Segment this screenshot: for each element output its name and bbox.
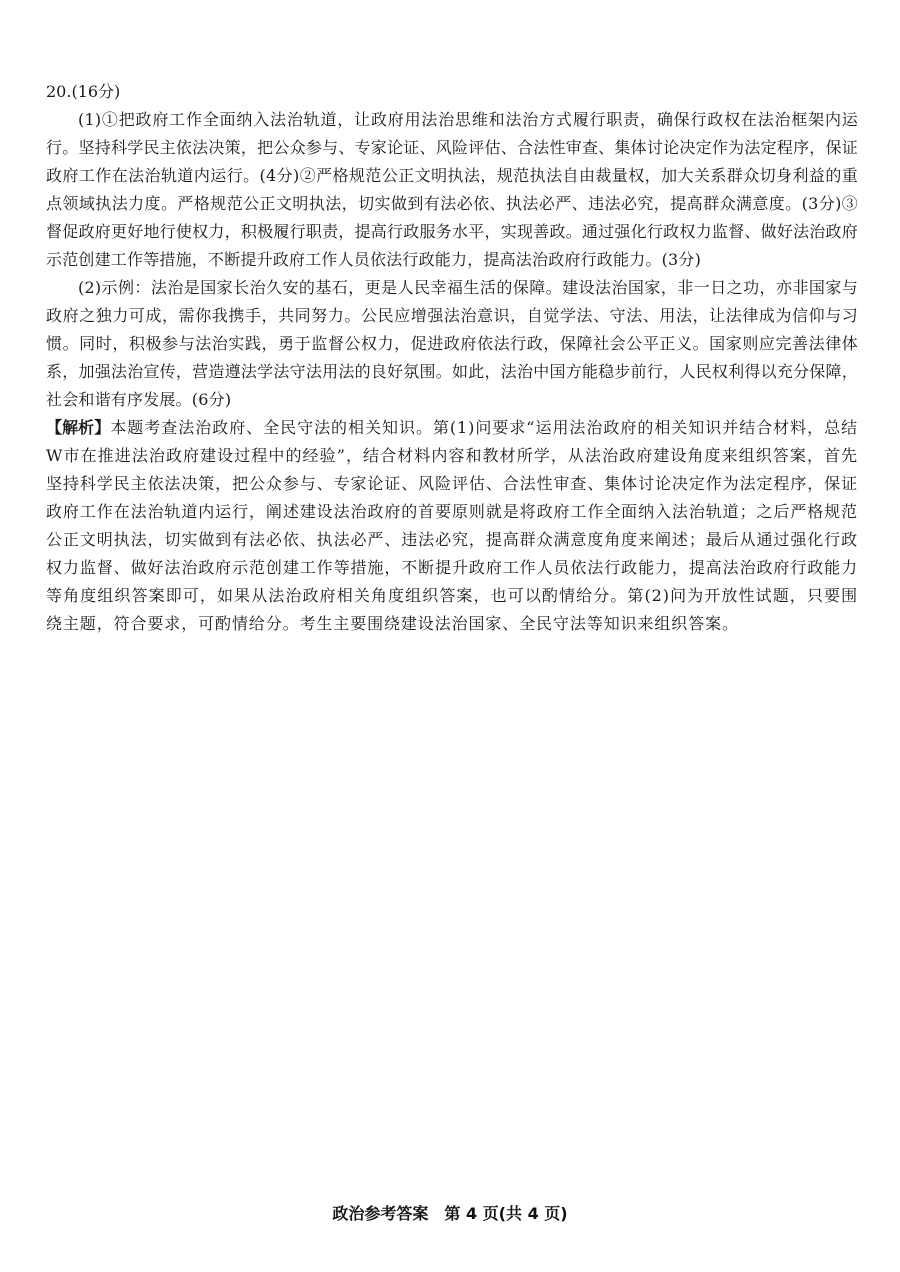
question-number: 20.(16分) <box>46 82 121 101</box>
answer-part-2: (2)示例：法治是国家长治久安的基石，更是人民幸福生活的保障。建设法治国家，非一日之功，亦非国家与政府之独力可成，需你我携手，共同努力。公民应增强法治意识，自觉学法、守法、用法，让法律成为信仰与习惯。同时，积极参与法治实践，勇于监督公权力，促进政府依法行政，保障社会公平正义。国家则应完善法律体系，加强法治宣传，营造遵法学法守法用法的良好氛围。如此，法治中国方能稳步前行，人民权利得以充分保障，社会和谐有序发展。(6分) <box>46 278 858 409</box>
analysis-tag: 【解析】 <box>46 418 111 437</box>
page-footer: 政治参考答案 第 4 页(共 4 页) <box>332 1204 568 1223</box>
analysis-text: 本题考查法治政府、全民守法的相关知识。第(1)问要求“运用法治政府的相关知识并结合材料，总结W市在推进法治政府建设过程中的经验”，结合材料内容和教材所学，从法治政府建设角度来组织答案，首先坚持科学民主依法决策，把公众参与、专家论证、风险评估、合法性审查、集体讨论决定作为法定程序，保证政府工作在法治轨道内运行，阐述建设法治政府的首要原则就是将政府工作全面纳入法治轨道；之后严格规范公正文明执法，切实做到有法必依、执法必严、违法必究，提高群众满意度角度来阐述；最后从通过强化行政权力监督、做好法治政府示范创建工作等措施，不断提升政府工作人员依法行政能力，提高法治政府行政能力等角度组织答案即可，如果从法治政府相关角度组织答案，也可以酌情给分。第(2)问为开放性试题，只要围绕主题，符合要求，可酌情给分。考生主要围绕建设法治国家、全民守法等知识来组织答案。 <box>46 418 858 633</box>
analysis-paragraph <box>46 414 858 638</box>
answer-content <box>46 78 858 638</box>
answer-part-1: (1)①把政府工作全面纳入法治轨道，让政府用法治思维和法治方式履行职责，确保行政权在法治框架内运行。坚持科学民主依法决策，把公众参与、专家论证、风险评估、合法性审查、集体讨论决定作为法定程序，保证政府工作在法治轨道内运行。(4分)②严格规范公正文明执法，规范执法自由裁量权，加大关系群众切身利益的重点领域执法力度。严格规范公正文明执法，切实做到有法必依、执法必严、违法必究，提高群众满意度。(3分)③督促政府更好地行使权力，积极履行职责，提高行政服务水平，实现善政。通过强化行政权力监督、做好法治政府示范创建工作等措施，不断提升政府工作人员依法行政能力，提高法治政府行政能力。(3分) <box>46 110 858 269</box>
